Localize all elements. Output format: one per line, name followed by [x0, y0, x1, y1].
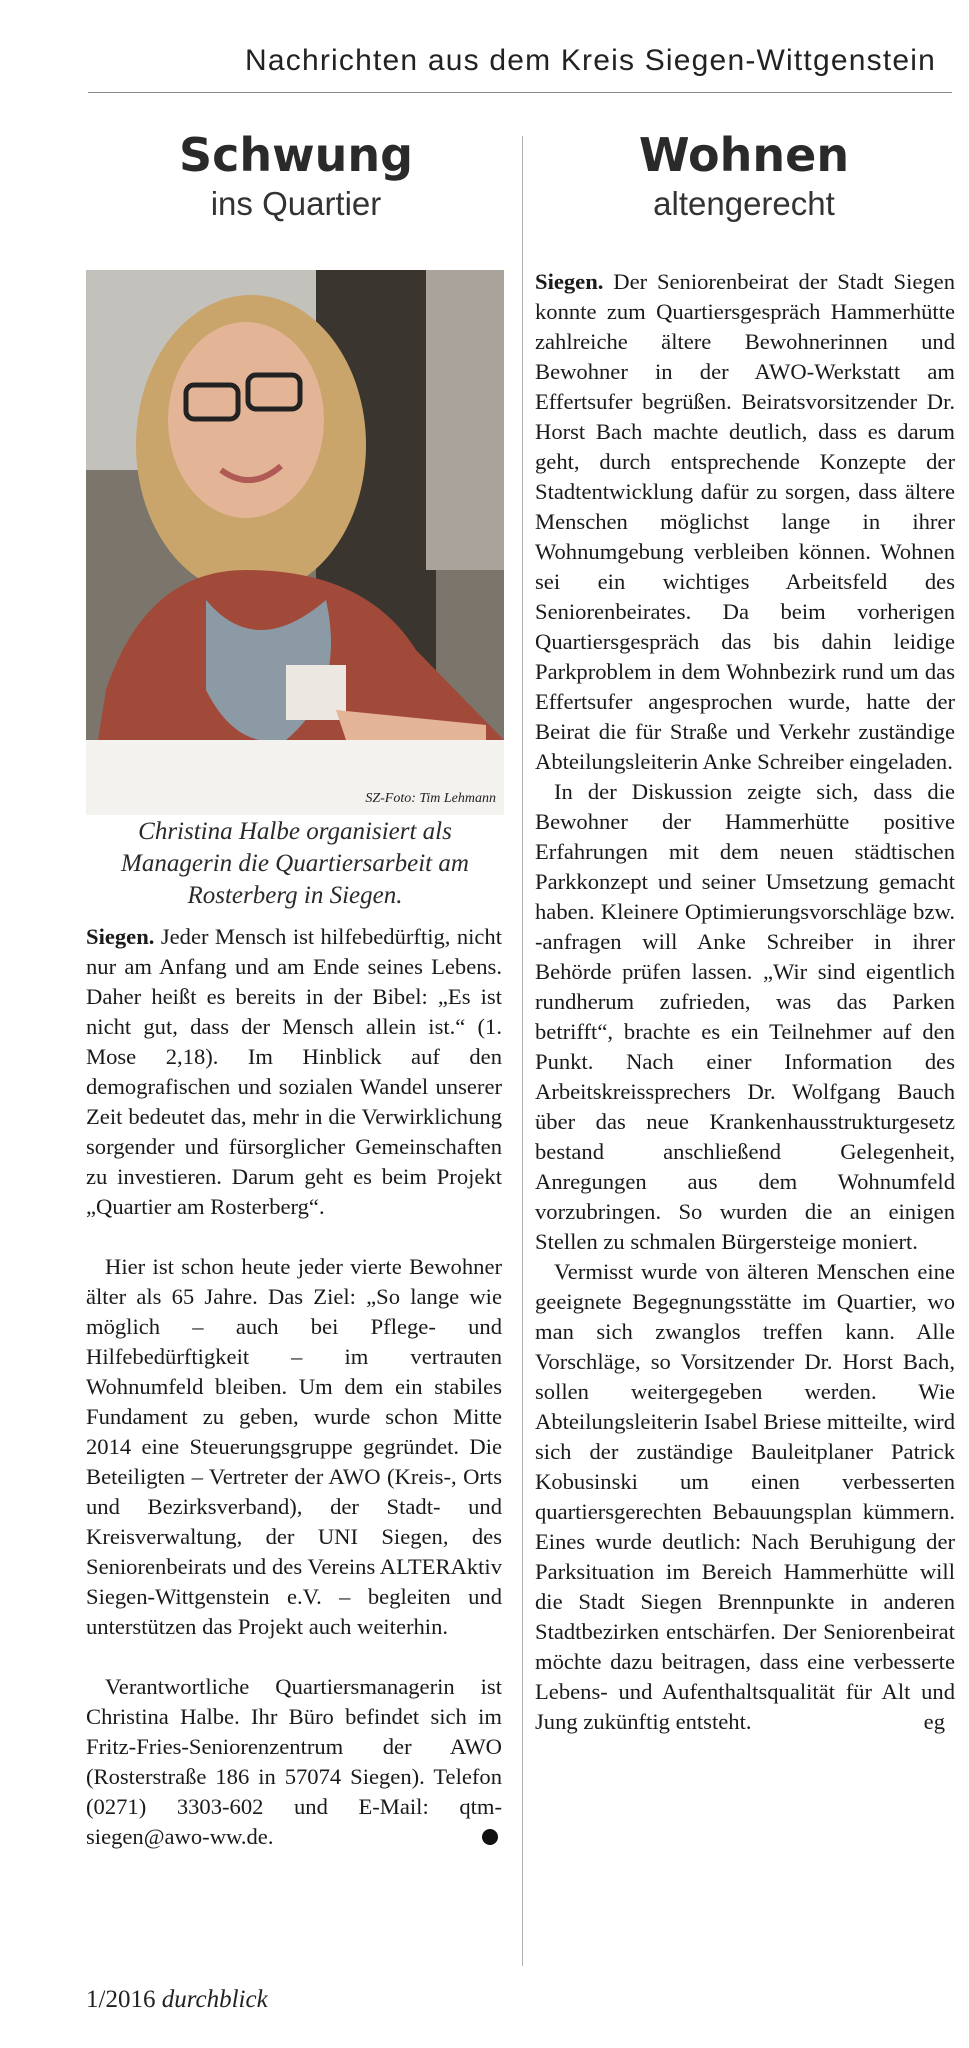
- author-signature: eg: [923, 1709, 945, 1734]
- portrait-photo: [86, 270, 504, 815]
- section-title: Nachrichten aus dem Kreis Siegen-Wittgenstein: [245, 44, 936, 77]
- magazine-name: durchblick: [161, 1986, 268, 2013]
- page-footer: [86, 1986, 268, 2014]
- right-paragraph-3-text: Vermisst wurde von älteren Menschen eine geeignete Begegnungsstätte im Quartier, wo man sich zwanglos treffen kann. Alle Vorschläge, so Vorsitzender Dr. Horst Bach, sollen weitergegeben werden. Wie Abteilungsleiterin Isabel Briese mitteilte, wird sich der zuständige Bauleitplaner Patrick Kobusinski um einen verbesserten quartiersgerechten Bebauungsplan kümmern. Eines wurde deutlich: Nach Beruhigung der Parksituation im Bereich Hammerhütte will die Stadt Siegen Brennpunkte in anderen Stadtbezirken entschärfen. Der Seniorenbeirat möchte dazu beitragen, dass eine verbesserte Lebens- und Aufenthaltsqualität für Alt und Jung zukünftig entsteht.: [535, 1259, 955, 1734]
- right-article-title: [530, 128, 958, 226]
- right-paragraph-2: In der Diskussion zeigte sich, dass die Bewohner der Hammerhütte positive Erfahrungen mit dem neuen städtischen Parkkonzept und seiner Umsetzung gemacht haben. Kleinere Optimierungsvorschläge bzw. -anfragen will Anke Schreiber in ihrer Behörde prüfen lassen. „Wir sind eigentlich rundherum zufrieden, was das Parken betrifft“, brachte es ein Teilnehmer auf den Punkt. Nach einer Information des Arbeitskreissprechers Dr. Wolfgang Bauch über das neue Krankenhausstrukturgesetz bestand anschließend Gelegenheit, Anregungen aus dem Wohnumfeld vorzubringen. So wurden die an einigen Stellen zu schmalen Bürgersteige moniert.: [535, 779, 955, 1254]
- photo-credit: SZ-Foto: Tim Lehmann: [365, 791, 496, 806]
- left-article-body: [86, 922, 502, 1852]
- left-paragraph-1-text: Jeder Mensch ist hilfebedürftig, nicht nur am Anfang und am Ende seines Lebens. Daher heißt es bereits in der Bibel: „Es ist nicht gut, dass der Mensch allein ist.“ (1. Mose 2,18). Im Hinblick auf den demografischen und sozialen Wandel unserer Zeit bedeutet das, mehr in die Verwirklichung sorgender und fürsorglicher Gemeinschaften zu investieren. Darum geht es beim Projekt „Quartier am Rosterberg“.: [86, 924, 502, 1219]
- column-divider: [522, 136, 523, 1966]
- right-paragraph-3: [535, 1257, 955, 1737]
- issue-number: 1/2016: [86, 1986, 156, 2013]
- right-paragraph-1: [535, 267, 955, 777]
- left-paragraph-2: Hier ist schon heute jeder vierte Bewohner älter als 65 Jahre. Das Ziel: „So lange wie möglich – auch bei Pflege- und Hilfebedürftigkeit – im vertrauten Wohnumfeld bleiben. Um dem ein stabiles Fundament zu geben, wurde schon Mitte 2014 eine Steuerungsgruppe gegründet. Die Beteiligten – Vertreter der AWO (Kreis-, Orts und Bezirksverband), der Stadt- und Kreisverwaltung, der UNI Siegen, des Seniorenbeirats und des Vereins ALTERAktiv Siegen-Wittgenstein e.V. – begleiten und unterstützen das Projekt auch weiterhin.: [86, 1254, 502, 1639]
- right-dateline: Siegen.: [535, 269, 604, 294]
- right-article-body: [535, 267, 955, 1737]
- right-subheadline: altengerecht: [653, 185, 835, 222]
- left-paragraph-3: [86, 1672, 502, 1852]
- portrait-illustration: [86, 270, 504, 815]
- left-dateline: Siegen.: [86, 924, 155, 949]
- left-paragraph-3-text: Verantwortliche Quartiersmanagerin ist Christina Halbe. Ihr Büro befindet sich im Fritz-Fries-Seniorenzentrum der AWO (Rosterstraße 186 in 57074 Siegen). Telefon (0271) 3303-602 und E-Mail: qtm-siegen@awo-ww.de.: [86, 1674, 502, 1849]
- left-paragraph-1: [86, 922, 502, 1222]
- left-headline: Schwung: [178, 128, 414, 182]
- right-paragraph-1-text: Der Seniorenbeirat der Stadt Siegen konnte zum Quartiersgespräch Hammerhütte zahlreiche ältere Bewohnerinnen und Bewohner in der AWO-Werkstatt am Effertsufer begrüßen. Beiratsvorsitzender Dr. Horst Bach machte deutlich, dass es darum geht, durch entsprechende Konzepte der Stadtentwicklung dafür zu sorgen, dass ältere Menschen möglichst lange in ihrer Wohnumgebung verbleiben können. Wohnen sei ein wichtiges Arbeitsfeld des Seniorenbeirates. Da beim vorherigen Quartiersgespräch das bis dahin leidige Parkproblem in dem Wohnbezirk rund um das Effertsufer angesprochen wurde, hatte der Beirat die für Straße und Verkehr zuständige Abteilungsleiterin Anke Schreiber eingeladen.: [535, 269, 955, 774]
- section-header: [88, 40, 952, 93]
- end-of-article-bullet-icon: [482, 1829, 498, 1845]
- left-subheadline: ins Quartier: [210, 185, 382, 222]
- left-article-title: [86, 128, 506, 226]
- photo-caption: Christina Halbe organisiert als Managerin die Quartiersarbeit am Rosterberg in Siegen.: [121, 818, 469, 909]
- right-headline: Wohnen: [638, 128, 850, 182]
